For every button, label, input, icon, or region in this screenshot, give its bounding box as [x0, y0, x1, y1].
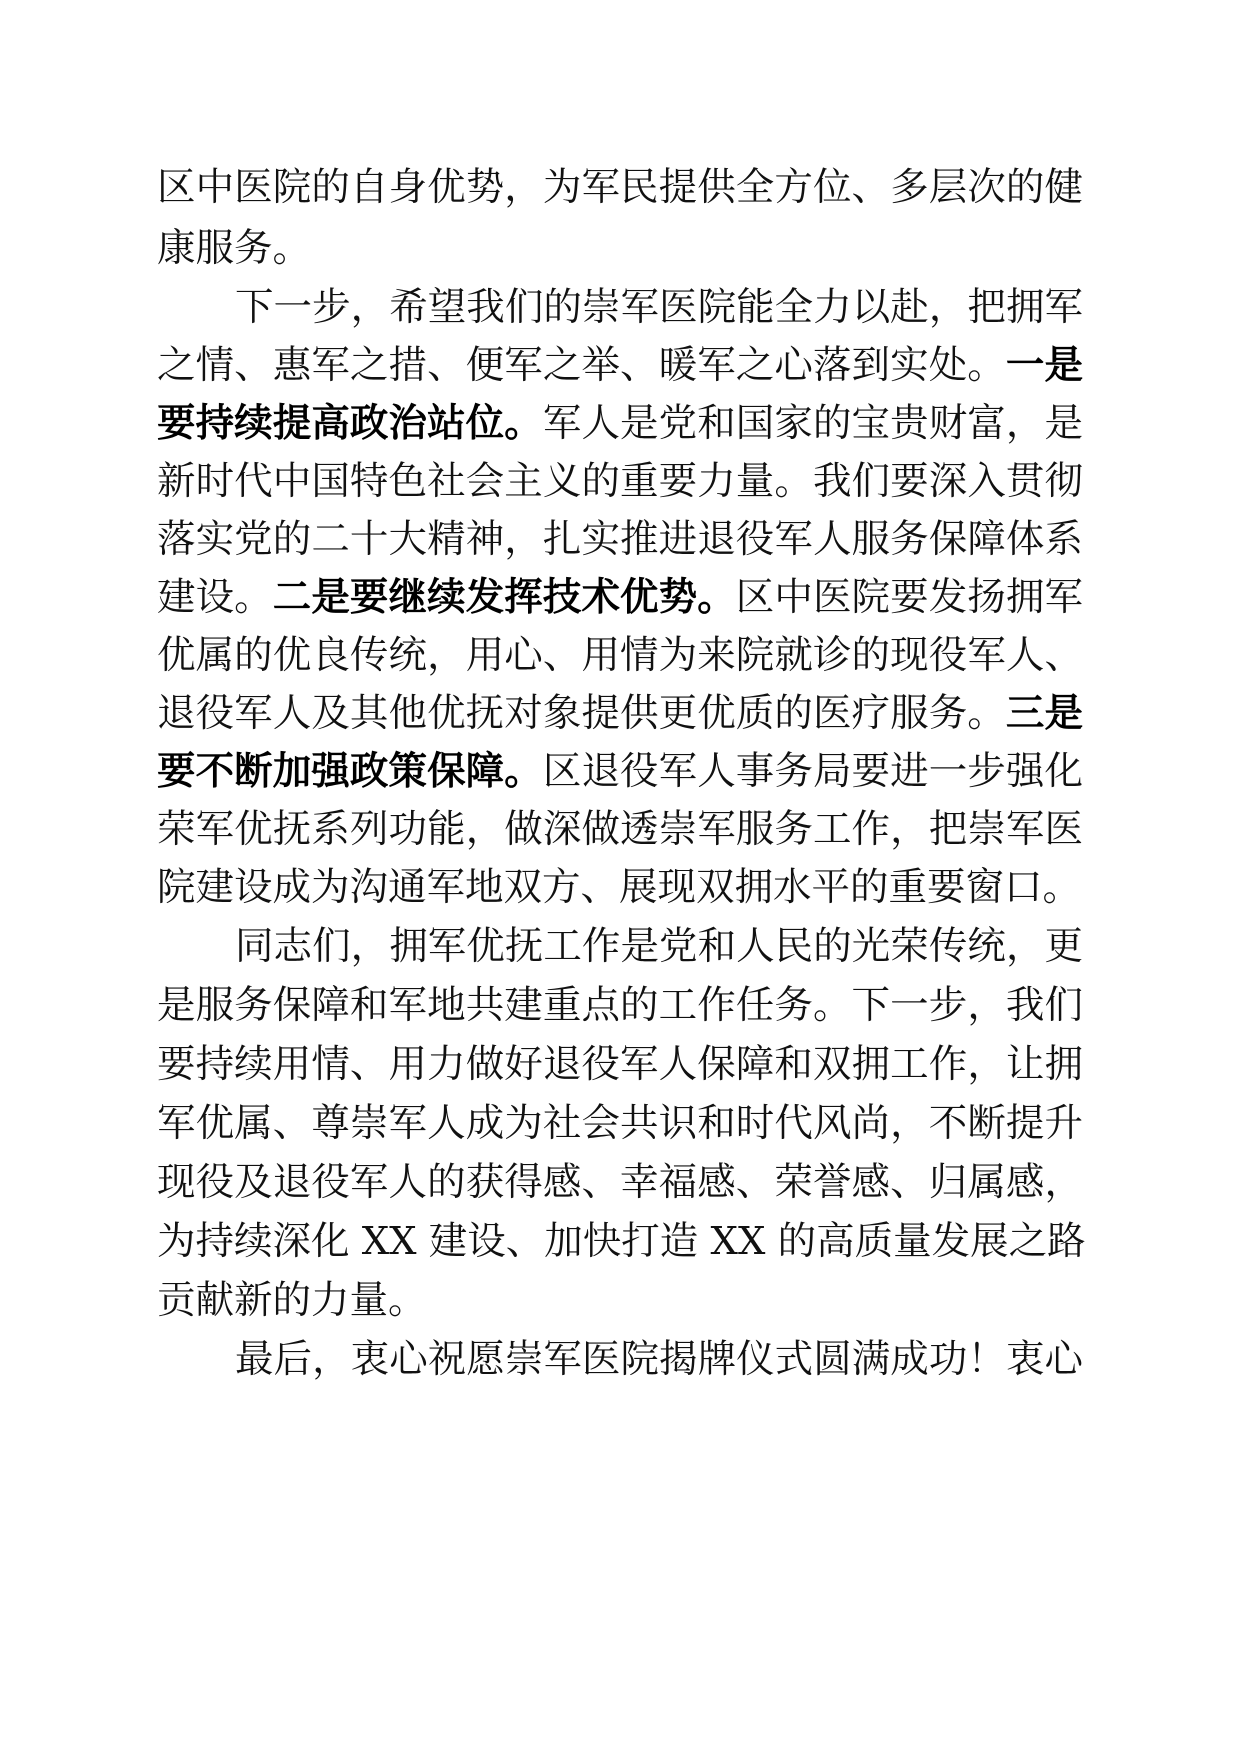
- text-line: [157, 973, 1083, 1039]
- text-run: 区退役军人事务局要进一步强化: [542, 749, 1083, 794]
- text-line: [157, 681, 1083, 747]
- text-line: [157, 739, 1083, 805]
- bold-heading-run: 要不断加强政策保障。: [157, 749, 543, 794]
- text-run: 康服务。: [157, 226, 312, 271]
- text-line: [157, 1268, 1083, 1334]
- text-line: [157, 1032, 1083, 1098]
- text-run: 区中医院要发扬拥军: [735, 575, 1083, 620]
- text-run: 落实党的二十大精神，扎实推进退役军人服务保障体系: [157, 517, 1083, 562]
- text-run: 新时代中国特色社会主义的重要力量。我们要深入贯彻: [157, 459, 1083, 504]
- text-run: 军优属、尊崇军人成为社会共识和时代风尚，不断提升: [157, 1101, 1083, 1146]
- text-run: 优属的优良传统，用心、用情为来院就诊的现役军人、: [157, 633, 1083, 678]
- bold-heading-run: 三是: [1005, 691, 1083, 736]
- text-line: [157, 216, 1083, 282]
- text-run: 为持续深化 XX 建设、加快打造 XX 的高质量发展之路: [157, 1219, 1086, 1264]
- text-run: 军人是党和国家的宝贵财富，是: [542, 401, 1083, 446]
- text-run: 最后，衷心祝愿崇军医院揭牌仪式圆满成功！衷心: [235, 1337, 1083, 1382]
- text-line: [157, 155, 1083, 221]
- text-line: [157, 623, 1083, 689]
- text-line: [157, 507, 1083, 573]
- text-line: [157, 797, 1083, 863]
- text-run: 退役军人及其他优抚对象提供更优质的医疗服务。: [157, 691, 1006, 736]
- text-line: [157, 565, 1083, 631]
- text-line: [157, 391, 1083, 457]
- text-run: 同志们，拥军优抚工作是党和人民的光荣传统，更: [235, 924, 1083, 969]
- text-run: 之情、惠军之措、便军之举、暖军之心落到实处。: [157, 343, 1006, 388]
- text-line: [157, 1150, 1083, 1216]
- text-line: [157, 1091, 1083, 1157]
- text-run: 院建设成为沟通军地双方、展现双拥水平的重要窗口。: [157, 865, 1082, 910]
- text-line: [235, 275, 1083, 341]
- text-run: 贡献新的力量。: [157, 1278, 427, 1323]
- bold-heading-run: 二是要继续发挥技术优势。: [272, 575, 736, 620]
- text-line: [157, 855, 1083, 921]
- text-line: [235, 1327, 1083, 1393]
- text-line: [157, 449, 1083, 515]
- text-run: 现役及退役军人的获得感、幸福感、荣誉感、归属感，: [157, 1160, 1083, 1205]
- bold-heading-run: 一是: [1005, 343, 1083, 388]
- text-run: 建设。: [157, 575, 273, 620]
- text-run: 是服务保障和军地共建重点的工作任务。下一步，我们: [157, 983, 1083, 1028]
- text-line: [157, 1209, 1086, 1275]
- text-line: [235, 914, 1083, 980]
- bold-heading-run: 要持续提高政治站位。: [157, 401, 543, 446]
- text-run: 要持续用情、用力做好退役军人保障和双拥工作，让拥: [157, 1042, 1083, 1087]
- text-line: [157, 333, 1083, 399]
- text-run: 区中医院的自身优势，为军民提供全方位、多层次的健: [157, 165, 1083, 210]
- text-run: 下一步，希望我们的崇军医院能全力以赴，把拥军: [235, 285, 1083, 330]
- text-run: 荣军优抚系列功能，做深做透崇军服务工作，把崇军医: [157, 807, 1083, 852]
